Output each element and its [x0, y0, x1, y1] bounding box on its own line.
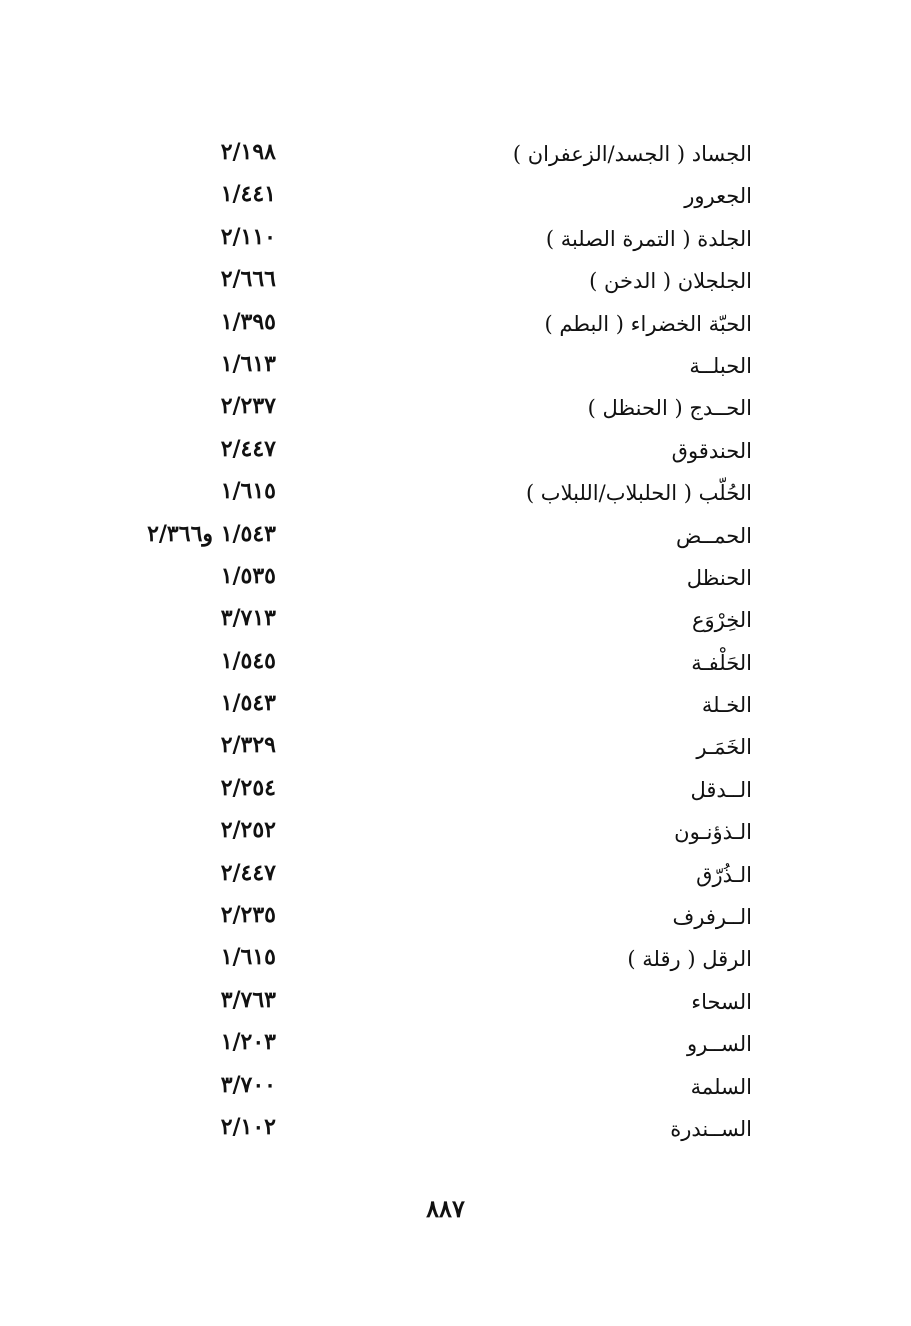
- index-entry: [100, 726, 760, 768]
- index-entry: [100, 218, 760, 260]
- index-entry: [100, 260, 760, 302]
- index-entry: [100, 769, 760, 811]
- entry-reference: ١/٥٣٥: [220, 562, 276, 589]
- entry-reference: ١/٣٩٥: [220, 308, 276, 335]
- entry-reference: ٢/٢٣٧: [220, 393, 276, 420]
- entry-term: الـذؤنـون: [674, 820, 752, 845]
- entry-reference: ١/٤٤١: [220, 181, 276, 208]
- entry-reference: ١/٥٤٣: [220, 690, 276, 717]
- index-entry: [100, 472, 760, 514]
- index-entry: [100, 938, 760, 980]
- entry-reference: ٣/٧١٣: [220, 605, 276, 632]
- entry-term: الــدقل: [690, 777, 752, 802]
- entry-term: الحَلْفـة: [691, 650, 752, 675]
- entry-reference: ١/٢٠٣: [220, 1029, 276, 1056]
- entry-term: الجلدة ( التمرة الصلبة ): [545, 226, 752, 251]
- page-number: ٨٨٧: [426, 1194, 465, 1223]
- entry-term: الحمــض: [676, 523, 752, 548]
- index-entry: [100, 684, 760, 726]
- entry-reference: ١/٥٤٣ و٢/٣٦٦: [147, 520, 276, 547]
- entry-reference: ١/٦١٥: [220, 944, 276, 971]
- entry-reference: ٣/٧٠٠: [220, 1071, 276, 1098]
- index-entry: [100, 811, 760, 853]
- entry-term: السلمة: [690, 1074, 752, 1099]
- entry-term: الجلجلان ( الدخن ): [589, 269, 752, 294]
- entry-reference: ١/٥٤٥: [220, 647, 276, 674]
- entry-term: الســرو: [687, 1032, 752, 1057]
- index-entry: [100, 133, 760, 175]
- entry-term: الحندقوق: [671, 438, 752, 463]
- index-entry: [100, 175, 760, 217]
- entry-reference: ٢/٤٤٧: [220, 435, 276, 462]
- entry-term: الــرفرف: [672, 905, 752, 930]
- entry-term: الخـلة: [701, 693, 752, 718]
- entry-term: الخِرْوَع: [691, 608, 752, 633]
- entry-term: الحــدج ( الحنظل ): [587, 396, 752, 421]
- entry-term: الرقل ( رقلة ): [627, 947, 752, 972]
- index-entry: [100, 1066, 760, 1108]
- entry-reference: ٢/١٠٢: [220, 1113, 276, 1140]
- entry-term: الســندرة: [670, 1116, 752, 1141]
- index-entry: [100, 557, 760, 599]
- index-entry: [100, 1023, 760, 1065]
- index-entry: [100, 599, 760, 641]
- entry-reference: ١/٦١٥: [220, 478, 276, 505]
- entry-term: الحُلّب ( الحلبلاب/اللبلاب ): [525, 481, 752, 506]
- index-entry: [100, 387, 760, 429]
- entry-reference: ٢/٣٢٩: [220, 732, 276, 759]
- entry-reference: ٢/٢٥٤: [220, 774, 276, 801]
- entry-term: السحاء: [691, 989, 752, 1014]
- entry-reference: ٢/٢٥٢: [220, 817, 276, 844]
- entry-reference: ٢/٢٣٥: [220, 902, 276, 929]
- index-entry: [100, 896, 760, 938]
- entry-reference: ٢/١٩٨: [220, 139, 276, 165]
- index-entry: [100, 854, 760, 896]
- entry-term: الحبلــة: [689, 353, 752, 378]
- entry-reference: ٢/٦٦٦: [220, 266, 276, 293]
- entry-term: الحنظل: [686, 565, 752, 590]
- entry-term: الجساد ( الجسد/الزعفران ): [512, 142, 752, 166]
- entry-term: الجعرور: [684, 184, 752, 209]
- index-entry: [100, 345, 760, 387]
- index-entry: [100, 515, 760, 557]
- index-list: [100, 133, 760, 1150]
- index-entry: [100, 1108, 760, 1150]
- entry-term: الحبّة الخضراء ( البطم ): [544, 311, 752, 336]
- entry-reference: ٢/١١٠: [220, 223, 276, 250]
- entry-term: الخَمَـر: [696, 735, 752, 760]
- index-entry: [100, 642, 760, 684]
- entry-reference: ١/٦١٣: [220, 350, 276, 377]
- entry-reference: ٣/٧٦٣: [220, 986, 276, 1013]
- entry-term: الـذُرّق: [696, 862, 752, 887]
- index-entry: [100, 303, 760, 345]
- entry-reference: ٢/٤٤٧: [220, 859, 276, 886]
- index-entry: [100, 430, 760, 472]
- index-entry: [100, 981, 760, 1023]
